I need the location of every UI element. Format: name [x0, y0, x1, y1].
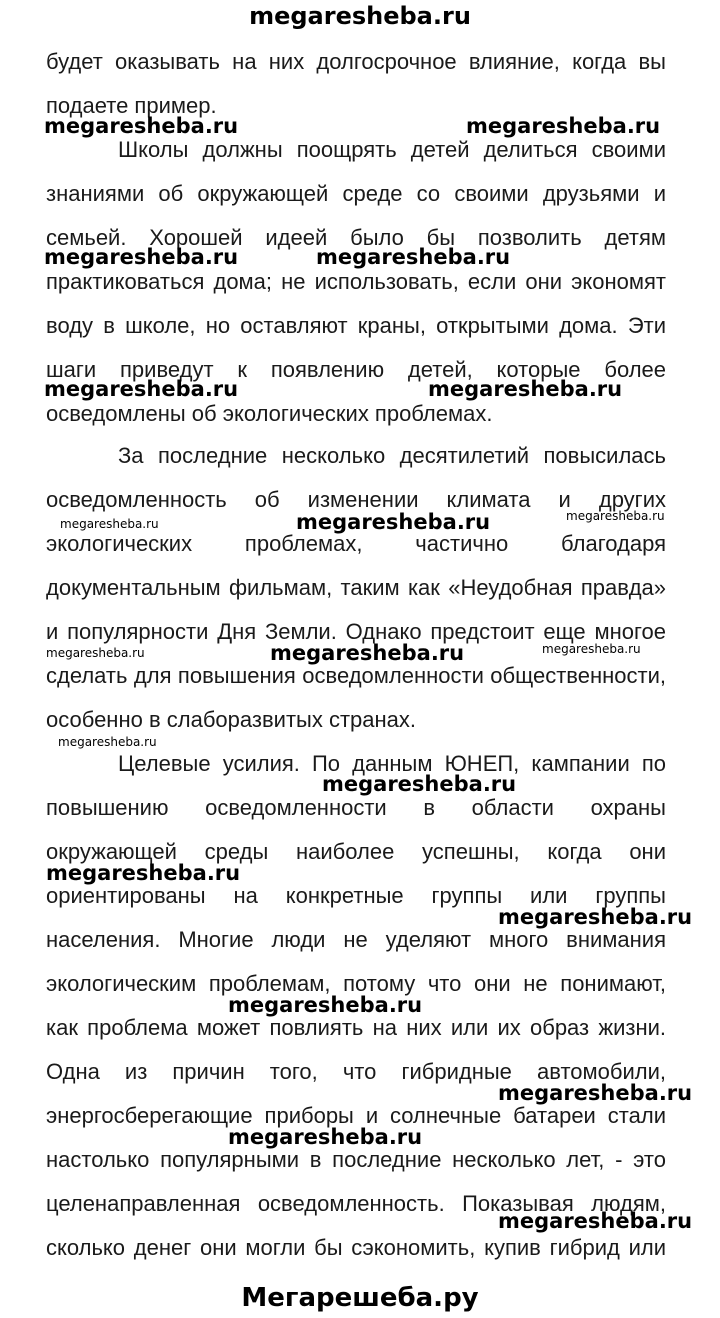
text-line: экологическим проблемам, потому что они не понимают,: [46, 971, 666, 996]
text-line: настолько популярными в последние несколько лет, - это: [46, 1147, 666, 1172]
watermark: megaresheba.ru: [58, 735, 157, 749]
text-line: особенно в слаборазвитых странах.: [46, 707, 416, 732]
watermark: megaresheba.ru: [296, 510, 491, 534]
text-line: Школы должны поощрять детей делиться своими: [118, 137, 666, 162]
text-line: окружающей среды наиболее успешны, когда они: [46, 839, 666, 864]
text-line: сколько денег они могли бы сэкономить, купив гибрид или: [46, 1235, 666, 1260]
text-line: энергосберегающие приборы и солнечные батареи стали: [46, 1103, 666, 1128]
site-footer: Мегарешеба.ру: [241, 1283, 479, 1313]
watermark: megaresheba.ru: [270, 641, 465, 665]
text-line: Одна из причин того, что гибридные автомобили,: [46, 1059, 666, 1084]
text-line: экологических проблемах, частично благодаря: [46, 531, 666, 556]
site-header: megaresheba.ru: [249, 2, 471, 30]
text-line: За последние несколько десятилетий повысилась: [118, 443, 666, 468]
watermark: megaresheba.ru: [44, 377, 239, 401]
watermark: megaresheba.ru: [542, 642, 641, 656]
watermark: megaresheba.ru: [228, 1125, 423, 1149]
watermark: megaresheba.ru: [316, 245, 511, 269]
watermark: megaresheba.ru: [498, 1209, 693, 1233]
text-line: как проблема может повлиять на них или их образ жизни.: [46, 1015, 666, 1040]
watermark: megaresheba.ru: [428, 377, 623, 401]
watermark: megaresheba.ru: [60, 517, 159, 531]
text-line: сделать для повышения осведомленности общественности,: [46, 663, 666, 688]
watermark: megaresheba.ru: [466, 114, 661, 138]
text-line: целенаправленная осведомленность. Показывая людям,: [46, 1191, 666, 1216]
watermark: megaresheba.ru: [498, 1081, 693, 1105]
watermark: megaresheba.ru: [46, 646, 145, 660]
text-line: и популярности Дня Земли. Однако предстоит еще многое: [46, 619, 666, 644]
text-line: подаете пример.: [46, 93, 217, 118]
watermark: megaresheba.ru: [46, 861, 241, 885]
text-line: осведомленность об изменении климата и других: [46, 487, 666, 512]
watermark: megaresheba.ru: [498, 905, 693, 929]
text-line: Целевые усилия. По данным ЮНЕП, кампании по: [118, 751, 666, 776]
watermark: megaresheba.ru: [566, 509, 665, 523]
text-line: воду в школе, но оставляют краны, открытыми дома. Эти: [46, 313, 666, 338]
text-line: шаги приведут к появлению детей, которые более: [46, 357, 666, 382]
text-line: населения. Многие люди не уделяют много внимания: [46, 927, 666, 952]
text-line: знаниями об окружающей среде со своими друзьями и: [46, 181, 666, 206]
text-line: осведомлены об экологических проблемах.: [46, 401, 493, 426]
text-line: ориентированы на конкретные группы или группы: [46, 883, 666, 908]
watermark: megaresheba.ru: [44, 245, 239, 269]
watermark: megaresheba.ru: [228, 993, 423, 1017]
text-line: практиковаться дома; не использовать, если они экономят: [46, 269, 666, 294]
watermark: megaresheba.ru: [44, 114, 239, 138]
text-line: семьей. Хорошей идеей было бы позволить детям: [46, 225, 666, 250]
text-line: будет оказывать на них долгосрочное влияние, когда вы: [46, 49, 666, 74]
text-line: повышению осведомленности в области охраны: [46, 795, 666, 820]
watermark: megaresheba.ru: [322, 772, 517, 796]
text-line: документальным фильмам, таким как «Неудобная правда»: [46, 575, 666, 600]
